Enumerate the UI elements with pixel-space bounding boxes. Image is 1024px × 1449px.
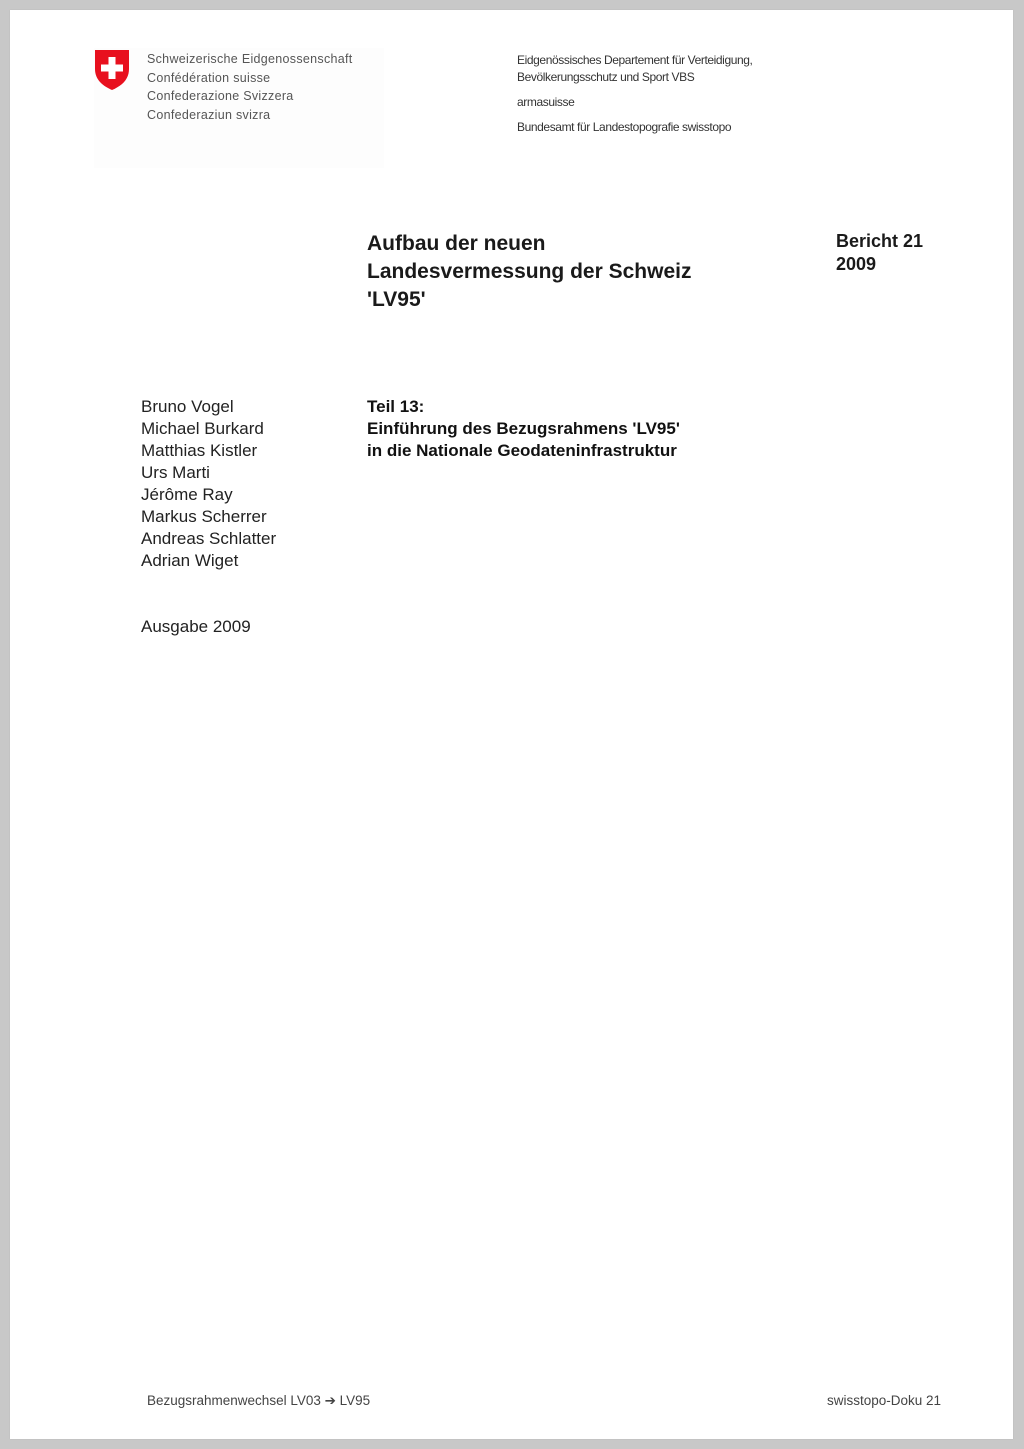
author: Urs Marti (141, 463, 210, 482)
author: Bruno Vogel (141, 397, 234, 416)
title-line-1: Aufbau der neuen (367, 232, 546, 255)
confederation-name-fr: Confédération suisse (147, 70, 271, 85)
report-year: 2009 (836, 254, 877, 274)
title-line-3: 'LV95' (367, 288, 426, 311)
author: Matthias Kistler (141, 441, 258, 460)
confederation-name-rm: Confederaziun svizra (147, 107, 271, 122)
author: Andreas Schlatter (141, 529, 277, 548)
part-title-line-1: Einführung des Bezugsrahmens 'LV95' (367, 419, 680, 438)
title-line-2: Landesvermessung der Schweiz (367, 260, 692, 283)
author: Michael Burkard (141, 419, 264, 438)
report-label: Bericht 21 (836, 231, 924, 251)
office-name: Bundesamt für Landestopografie swisstopo (517, 120, 732, 134)
footer-left: Bezugsrahmenwechsel LV03 ➔ LV95 (147, 1393, 371, 1408)
part-number: Teil 13: (367, 397, 425, 416)
document-page (10, 10, 1013, 1439)
department-line-2: Bevölkerungsschutz und Sport VBS (517, 70, 695, 84)
edition: Ausgabe 2009 (141, 617, 251, 636)
part-subtitle (367, 396, 680, 462)
footer-right: swisstopo-Doku 21 (827, 1393, 942, 1408)
author: Jérôme Ray (141, 485, 233, 504)
author-list (141, 396, 276, 572)
report-number (836, 230, 923, 276)
confederation-name-de: Schweizerische Eidgenossenschaft (147, 52, 353, 66)
part-title-line-2: in die Nationale Geodateninfrastruktur (367, 441, 677, 460)
author: Markus Scherrer (141, 507, 267, 526)
author: Adrian Wiget (141, 551, 239, 570)
department-block (517, 52, 752, 136)
confederation-name-it: Confederazione Svizzera (147, 89, 294, 103)
confederation-names (147, 50, 353, 124)
department-line-1: Eidgenössisches Departement für Verteidigung, (517, 53, 753, 67)
swiss-cross-shield-icon (94, 49, 130, 91)
agency-name: armasuisse (517, 95, 575, 109)
document-title (367, 230, 691, 314)
